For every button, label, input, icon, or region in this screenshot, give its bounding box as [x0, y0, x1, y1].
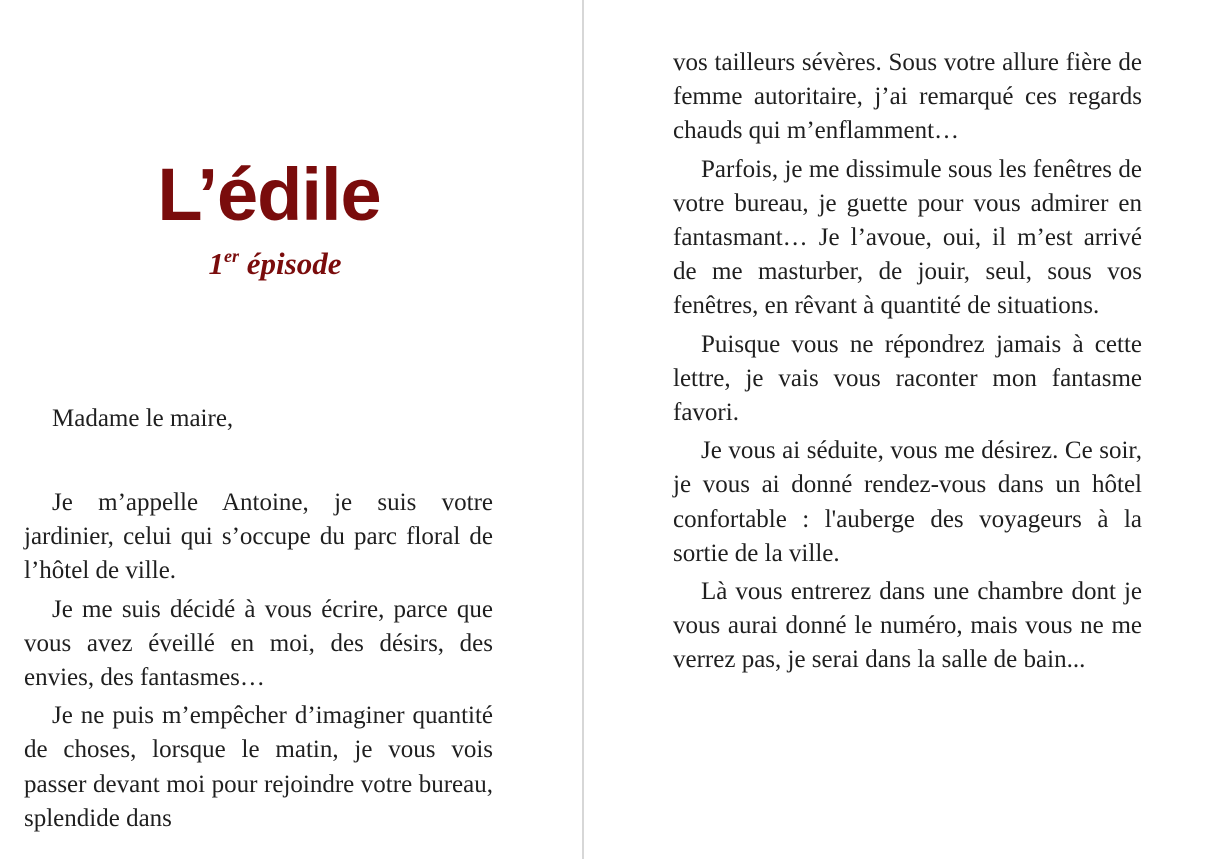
paragraph: Je vous ai séduite, vous me désirez. Ce soir, je vous ai donné rendez-vous dans un hôtel confortable : l'auberge des voyageurs à la sortie de la ville. — [673, 437, 1142, 567]
salutation: Madame le maire, — [52, 405, 234, 432]
paragraph: Je m’appelle Antoine, je suis votre jardinier, celui qui s’occupe du parc floral de l’hôtel de ville. — [24, 489, 493, 585]
right-page — [584, 0, 1225, 859]
right-text-column — [673, 46, 1142, 682]
paragraph: Puisque vous ne répondrez jamais à cette lettre, je vais vous raconter mon fantasme favori. — [673, 330, 1142, 427]
episode-ordinal-suffix: er — [224, 246, 240, 266]
paragraph: Parfois, je me dissimule sous les fenêtres de votre bureau, je guette pour vous admirer en fantasmant… Je l’avoue, oui, il m’est arrivé de me masturber, de jouir, seul, sous vos fenêtres, en rêvant à quantité de situations. — [673, 155, 1142, 320]
paragraph: Là vous entrerez dans une chambre dont je vous aurai donné le numéro, mais vous ne me verrez pas, je serai dans la salle de bain... — [673, 578, 1142, 674]
episode-number: 1 — [208, 246, 225, 281]
paragraph-continued: vos tailleurs sévères. Sous votre allure fière de femme autoritaire, j’ai remarqué ces regards chauds qui m’enflamment… — [673, 49, 1142, 145]
left-page — [0, 0, 582, 859]
episode-word: épisode — [246, 246, 342, 281]
story-title: L’édile — [157, 153, 381, 236]
left-text-column — [24, 486, 493, 840]
paragraph: Je ne puis m’empêcher d’imaginer quantité de choses, lorsque le matin, je vous vois passer devant moi pour rejoindre votre bureau, splendide dans — [24, 702, 493, 832]
episode-subtitle — [0, 244, 550, 284]
paragraph: Je me suis décidé à vous écrire, parce que vous avez éveillé en moi, des désirs, des envies, des fantasmes… — [24, 595, 493, 692]
